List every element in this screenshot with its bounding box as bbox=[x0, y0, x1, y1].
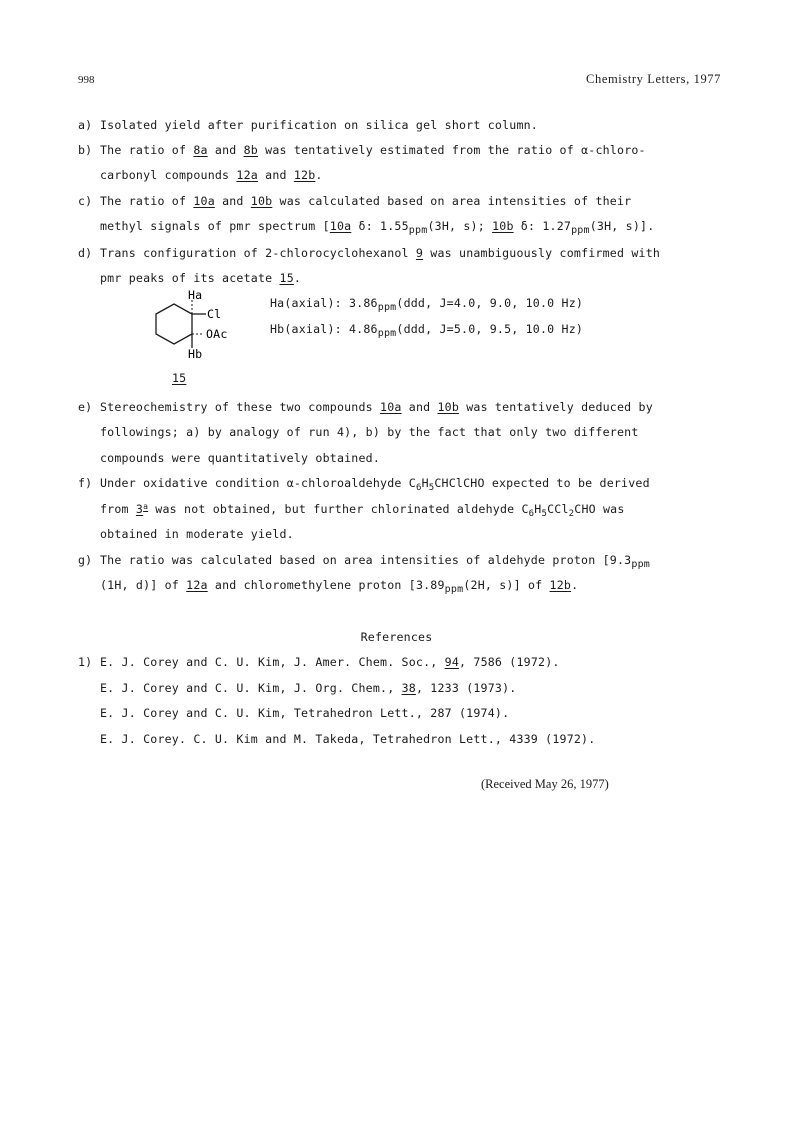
ppm-unit: ppm bbox=[408, 225, 428, 236]
shift-value: [3.89 bbox=[408, 578, 445, 592]
footnote-key: g) bbox=[78, 553, 93, 567]
compound-ref: 10a bbox=[193, 194, 215, 208]
footnote-text: was tentatively estimated from the ratio of bbox=[258, 143, 582, 157]
footnote-text: Trans configuration of 2-chlorocyclohexanol bbox=[100, 246, 416, 260]
nmr-line-hb bbox=[270, 322, 583, 339]
footnote-f bbox=[78, 476, 650, 493]
footnote-text: Stereochemistry of these two compounds bbox=[100, 400, 381, 414]
compound-ref: 12a bbox=[186, 578, 208, 592]
compound-ref: 8b bbox=[243, 143, 258, 157]
compound-ref: 3 bbox=[135, 502, 144, 516]
footnote-text: . bbox=[315, 168, 323, 182]
footnote-text: CHClCHO expected to be derived bbox=[434, 476, 650, 490]
reference-text: E. J. Corey and C. U. Kim, J. Org. Chem., bbox=[100, 681, 402, 695]
footnote-text: methyl signals of pmr spectrum bbox=[100, 219, 323, 233]
nmr-label: Ha(axial): bbox=[270, 296, 349, 310]
nmr-detail: (ddd, J=5.0, 9.5, 10.0 Hz) bbox=[396, 322, 584, 336]
reference-item bbox=[100, 706, 509, 720]
footnote-text: (1H, d)] of bbox=[100, 578, 187, 592]
reference-text: E. J. Corey. C. U. Kim and M. Takeda, Tetrahedron Lett., 4339 (1972). bbox=[100, 732, 596, 746]
subscript: 2 bbox=[568, 509, 575, 519]
footnote-key: f) bbox=[78, 476, 93, 490]
footnote-text: and bbox=[257, 168, 294, 182]
reference-number: 1) bbox=[78, 655, 93, 669]
footnote-text: and bbox=[401, 400, 438, 414]
footnote-text: carbonyl compounds bbox=[100, 168, 237, 182]
ppm-unit: ppm bbox=[631, 559, 651, 570]
footnote-c bbox=[78, 194, 631, 208]
compound-ref: 10a bbox=[380, 400, 402, 414]
footnote-text: and bbox=[207, 143, 244, 157]
footnote-text: H bbox=[534, 502, 542, 516]
footnote-text: from bbox=[100, 502, 136, 516]
footnote-key: e) bbox=[78, 400, 93, 414]
nmr-label: Hb(axial): bbox=[270, 322, 349, 336]
nmr-detail: (ddd, J=4.0, 9.0, 10.0 Hz) bbox=[396, 296, 584, 310]
footnote-text: and chloromethylene proton bbox=[207, 578, 409, 592]
alpha-symbol: α bbox=[581, 143, 589, 157]
reference-item bbox=[100, 655, 560, 669]
footnote-e-line3: compounds were quantitatively obtained. bbox=[100, 451, 381, 465]
ppm-unit: ppm bbox=[571, 225, 590, 236]
shift-value: [9.3 bbox=[602, 553, 632, 567]
cyclohexane-ring bbox=[156, 304, 192, 344]
nmr-line-ha bbox=[270, 296, 583, 313]
footnote-b-line2 bbox=[100, 168, 323, 182]
footnote-key: c) bbox=[78, 194, 93, 208]
reference-text: E. J. Corey and C. U. Kim, J. Amer. Chem. Soc., bbox=[100, 655, 445, 669]
compound-ref: 15 bbox=[279, 271, 294, 285]
footnote-text: pmr peaks of its acetate bbox=[100, 271, 280, 285]
compound-ref: 10b bbox=[492, 219, 514, 233]
footnote-text: -chloro- bbox=[588, 143, 646, 157]
compound-ref: 10b bbox=[250, 194, 273, 208]
footnote-d-line2 bbox=[100, 271, 301, 285]
compound-ref: 12b bbox=[293, 168, 316, 182]
footnote-g bbox=[78, 553, 650, 570]
footnote-key: a) bbox=[78, 118, 93, 132]
subscript: 6 bbox=[528, 509, 535, 519]
compound-ref: 10a bbox=[329, 219, 352, 233]
compound-ref: 9 bbox=[415, 246, 424, 260]
footnote-text: was not obtained, but further chlorinated aldehyde C bbox=[148, 502, 529, 516]
footnote-d bbox=[78, 246, 660, 260]
reference-text: , 1233 (1973). bbox=[415, 681, 517, 695]
hb-label: Hb bbox=[188, 347, 203, 361]
references-heading: References bbox=[360, 630, 433, 644]
footnote-text: and bbox=[214, 194, 251, 208]
footnote-text: was unambiguously comfirmed with bbox=[423, 246, 661, 260]
compound-ref: 8a bbox=[193, 143, 208, 157]
reference-volume: 94 bbox=[444, 655, 460, 669]
superscript: a bbox=[143, 502, 149, 511]
footnote-text: H bbox=[421, 476, 429, 490]
cyclohexane-structure bbox=[148, 288, 258, 368]
footnote-f-line2 bbox=[100, 502, 625, 519]
ha-label: Ha bbox=[188, 288, 203, 302]
footnote-text: The ratio was calculated based on area intensities of aldehyde proton bbox=[100, 553, 603, 567]
subscript: 5 bbox=[428, 483, 435, 493]
reference-volume: 38 bbox=[401, 681, 416, 695]
journal-header: Chemistry Letters, 1977 bbox=[586, 72, 721, 86]
footnote-e-line2: followings; a) by analogy of run 4), b) by the fact that only two different bbox=[100, 425, 639, 439]
footnote-text: (2H, s)] of bbox=[463, 578, 550, 592]
footnote-b bbox=[78, 143, 646, 157]
footnote-text: Isolated yield after purification on silica gel short column. bbox=[100, 118, 538, 132]
footnote-text: CCl bbox=[547, 502, 569, 516]
ppm-unit: ppm bbox=[377, 328, 397, 339]
shift-value: δ: 1.55 bbox=[351, 219, 409, 233]
footnote-f-line3: obtained in moderate yield. bbox=[100, 527, 294, 541]
compound-ref: 12a bbox=[236, 168, 258, 182]
subscript: 6 bbox=[415, 483, 422, 493]
footnote-text: -chloroaldehyde C bbox=[293, 476, 416, 490]
ppm-unit: ppm bbox=[444, 584, 464, 595]
footnote-e bbox=[78, 400, 653, 414]
reference-text: E. J. Corey and C. U. Kim, Tetrahedron Lett., 287 (1974). bbox=[100, 706, 510, 720]
compound-number: 15 bbox=[172, 371, 187, 385]
shift-value: δ: 1.27 bbox=[513, 219, 572, 233]
oac-label: OAc bbox=[206, 327, 228, 341]
footnote-g-line2 bbox=[100, 578, 578, 595]
footnote-text: . bbox=[293, 271, 302, 285]
footnote-text: The ratio of bbox=[100, 143, 194, 157]
nmr-value: 3.86 bbox=[348, 296, 378, 310]
footnote-text: The ratio of bbox=[100, 194, 194, 208]
footnote-text: (3H, s); bbox=[427, 219, 493, 233]
footnote-key: b) bbox=[78, 143, 93, 157]
alpha-symbol: α bbox=[286, 476, 294, 490]
footnote-a bbox=[78, 118, 538, 132]
reference-item bbox=[100, 732, 595, 746]
footnote-text: Under oxidative condition bbox=[100, 476, 287, 490]
footnote-key: d) bbox=[78, 246, 93, 260]
footnote-text: (3H, s)]. bbox=[589, 219, 655, 233]
nmr-value: 4.86 bbox=[348, 322, 378, 336]
ppm-unit: ppm bbox=[377, 302, 397, 313]
compound-ref: 10b bbox=[437, 400, 460, 414]
reference-item bbox=[100, 681, 516, 695]
subscript: 5 bbox=[541, 509, 548, 519]
page-number: 998 bbox=[78, 74, 95, 86]
cl-label: Cl bbox=[207, 307, 222, 321]
footnote-text: . bbox=[571, 578, 579, 592]
compound-ref: 12b bbox=[549, 578, 572, 592]
footnote-c-line2 bbox=[100, 219, 654, 236]
footnote-text: was calculated based on area intensities of their bbox=[272, 194, 632, 208]
received-date: (Received May 26, 1977) bbox=[481, 777, 609, 791]
footnote-text: was tentatively deduced by bbox=[459, 400, 653, 414]
bracket: [ bbox=[322, 219, 330, 233]
reference-text: , 7586 (1972). bbox=[459, 655, 560, 669]
footnote-text: CHO was bbox=[574, 502, 625, 516]
